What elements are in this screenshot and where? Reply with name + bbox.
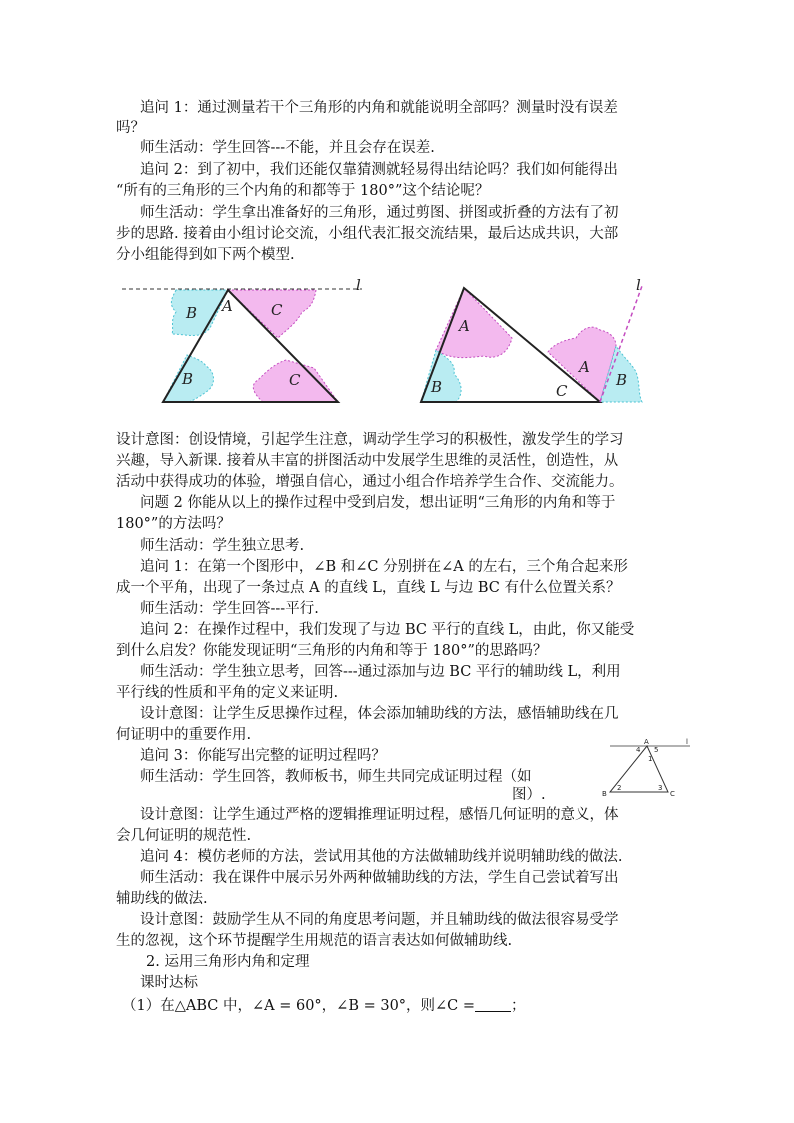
proof-label-5: 5 (654, 746, 659, 754)
text-line-21: 平行线的性质和平角的定义来证明. (116, 685, 339, 701)
text-line-24: 追问 3：你能写出完整的证明过程吗？ (140, 748, 386, 764)
exercise-1-tail: ； (511, 998, 526, 1014)
left-model (122, 276, 362, 402)
text-line-7: 步的思路. 接着由小组讨论交流，小组代表汇报交流结果，最后达成共识，大部 (116, 226, 619, 242)
text-line-5: “所有的三角形的三个内角的和都等于 180°”这个结论呢？ (116, 183, 490, 199)
text-line-31: 辅助线的做法. (116, 891, 208, 907)
left-top-b-piece (171, 290, 228, 336)
text-line-15: 追问 1：在第一个图形中，∠B 和∠C 分别拼在∠A 的左右，三个角合起来形 (140, 559, 628, 575)
text-line-17: 师生活动：学生回答---平行. (140, 601, 319, 617)
right-a-mid-label: A (579, 358, 590, 376)
right-model (421, 276, 642, 402)
text-line-1: 追问 1：通过测量若干个三角形的内角和就能说明全部吗？测量时没有误差 (140, 100, 618, 116)
text-line-20: 师生活动：学生独立思考，回答---通过添加与边 BC 平行的辅助线 L，利用 (140, 664, 621, 680)
subheading-practice: 课时达标 (140, 975, 198, 991)
text-line-28: 会几何证明的规范性. (116, 828, 252, 844)
right-top-a-piece (436, 288, 512, 358)
left-top-c-label: C (271, 301, 283, 319)
text-line-6: 师生活动：学生拿出准备好的三角形，通过剪图、拼图或折叠的方法有了初 (140, 205, 619, 221)
left-top-b-label: B (186, 304, 198, 322)
text-line-9: 设计意图：创设情境，引起学生注意，调动学生学习的积极性，激发学生的学习 (116, 432, 624, 448)
text-line-22: 设计意图：让学生反思操作过程，体会添加辅助线的方法，感悟辅助线在几 (140, 706, 619, 722)
proof-label-b: B (602, 790, 607, 798)
text-line-4: 追问 2：到了初中，我们还能仅靠猜测就轻易得出结论吗？我们如何能得出 (140, 162, 618, 178)
text-line-11: 活动中获得成功的体验，增强自信心，通过小组合作培养学生合作、交流能力。 (116, 474, 624, 490)
proof-label-a: A (644, 738, 649, 746)
proof-label-2: 2 (617, 784, 622, 792)
answer-blank (475, 997, 511, 1012)
text-line-16: 成一个平角，出现了一条过点 A 的直线 L，直线 L 与边 BC 有什么位置关系？ (116, 580, 621, 596)
proof-label-c: C (670, 790, 675, 798)
proof-label-l: l (686, 738, 688, 746)
proof-label-1: 1 (648, 755, 653, 763)
text-line-14: 师生活动：学生独立思考. (140, 538, 305, 554)
proof-label-3: 3 (658, 784, 663, 792)
text-line-12: 问题 2 你能从以上的操作过程中受到启发，想出证明“三角形的内角和等于 (140, 495, 616, 511)
text-line-29: 追问 4：模仿老师的方法，尝试用其他的方法做辅助线并说明辅助线的做法. (140, 849, 623, 865)
right-c-label: C (556, 382, 568, 400)
right-b-right-label: B (616, 371, 628, 389)
proof-figure (600, 738, 692, 798)
exercise-1-text: （1）在△ABC 中，∠A = 60°，∠B = 30°，则∠C = (122, 998, 476, 1014)
angle-models-figure (116, 268, 696, 413)
right-line-label: l (636, 276, 641, 294)
text-line-3: 师生活动：学生回答---不能，并且会存在误差. (140, 140, 435, 156)
text-line-13: 180°”的方法吗？ (116, 516, 231, 532)
text-line-23: 何证明中的重要作用. (116, 727, 252, 743)
text-line-18: 追问 2：在操作过程中，我们发现了与边 BC 平行的直线 L，由此，你又能受 (140, 622, 635, 638)
section-heading: 2. 运用三角形内角和定理 (146, 954, 310, 970)
left-bottom-b-label: B (182, 370, 194, 388)
right-b-left-label: B (431, 378, 443, 396)
text-line-2: 吗？ (116, 120, 145, 136)
text-line-26: 图）. (512, 787, 546, 803)
text-line-25: 师生活动：学生回答，教师板书，师生共同完成证明过程（如 (140, 769, 532, 785)
text-line-30: 师生活动：我在课件中展示另外两种做辅助线的方法，学生自己尝试着写出 (140, 870, 619, 886)
left-bottom-c-label: C (289, 371, 301, 389)
proof-label-4: 4 (636, 746, 641, 754)
text-line-10: 兴趣，导入新课. 接着从丰富的拼图活动中发展学生思维的灵活性，创造性，从 (116, 453, 619, 469)
right-a-top-label: A (459, 317, 470, 335)
text-line-19: 到什么启发？你能发现证明“三角形的内角和等于 180°”的思路吗？ (116, 643, 548, 659)
left-top-a-label: A (222, 297, 233, 315)
exercise-1 (122, 996, 526, 1016)
text-line-27: 设计意图：让学生通过严格的逻辑推理证明过程，感悟几何证明的意义，体 (140, 807, 619, 823)
text-line-8: 分小组能得到如下两个模型. (116, 247, 295, 263)
text-line-32: 设计意图：鼓励学生从不同的角度思考问题，并且辅助线的做法很容易受学 (140, 912, 619, 928)
text-line-33: 生的忽视，这个环节提醒学生用规范的语言表达如何做辅助线. (116, 933, 513, 949)
left-line-label: l (356, 276, 361, 294)
